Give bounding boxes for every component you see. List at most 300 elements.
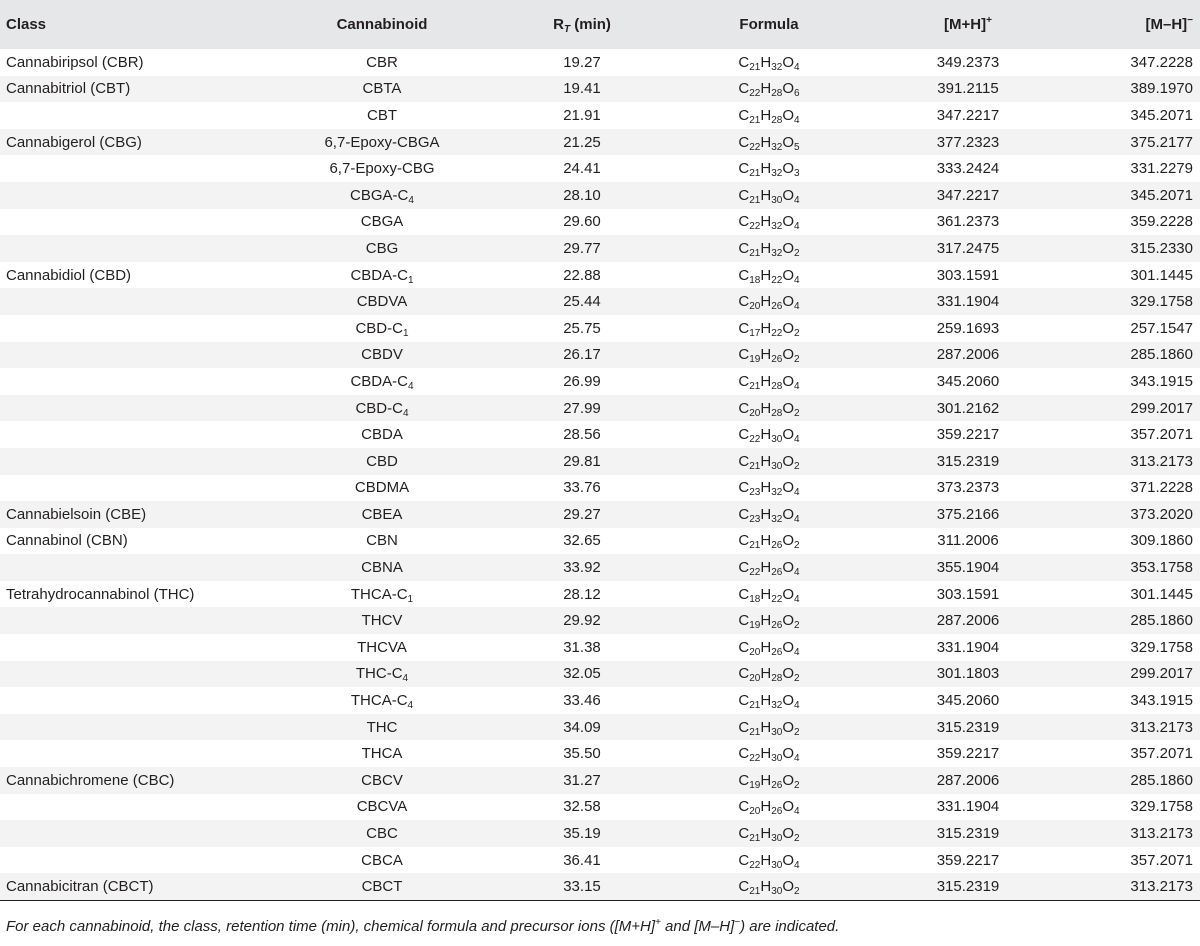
cell-cannabinoid xyxy=(260,767,504,794)
cell-m-minus-h: 359.2228 xyxy=(1130,213,1193,231)
cell-m-minus-h: 299.2017 xyxy=(1130,399,1193,417)
cell-class: Cannabicitran (CBCT) xyxy=(6,877,154,895)
cell-m-minus-h: 301.1445 xyxy=(1130,585,1193,603)
formula-count: 2 xyxy=(794,407,800,419)
table-row xyxy=(0,368,1200,395)
header-rt-sub: T xyxy=(563,24,571,35)
formula-element: H xyxy=(760,692,772,710)
formula-element: C xyxy=(738,798,750,816)
formula-count: 4 xyxy=(794,380,800,392)
cell-m-plus-h: 303.1591 xyxy=(936,585,1000,603)
cell-formula xyxy=(660,634,878,661)
cell-m-minus-h: 313.2173 xyxy=(1130,877,1193,895)
cell-m-plus-h: 315.2319 xyxy=(936,877,1000,895)
cell-m-plus-h: 287.2006 xyxy=(936,771,1000,789)
cell-retention-time: 36.41 xyxy=(563,851,601,869)
formula-element: C xyxy=(738,665,750,683)
cell-m-plus-h: 377.2323 xyxy=(936,133,1000,151)
formula-element: C xyxy=(738,559,750,577)
formula-count: 4 xyxy=(794,700,800,712)
cell-cannabinoid xyxy=(260,129,504,156)
formula-count: 28 xyxy=(771,88,783,100)
table-row xyxy=(0,661,1200,688)
cell-formula xyxy=(660,714,878,741)
formula-count: 21 xyxy=(749,460,761,472)
formula-count: 2 xyxy=(794,460,800,472)
cell-m-minus-h: 347.2228 xyxy=(1130,53,1193,71)
table-row xyxy=(0,235,1200,262)
cannabinoid-name: CBCV xyxy=(361,771,403,789)
cannabinoid-name: CBN xyxy=(366,532,398,550)
cannabinoid-name: 6,7-Epoxy-CBGA xyxy=(324,133,440,151)
formula-element: H xyxy=(760,452,772,470)
cell-formula xyxy=(660,794,878,821)
cell-m-plus-h: 359.2217 xyxy=(936,851,1000,869)
formula-element: O xyxy=(782,133,795,151)
cell-class xyxy=(0,661,260,688)
formula-count: 32 xyxy=(771,513,783,525)
formula-element: C xyxy=(738,825,750,843)
cannabinoid-name: CBD-C xyxy=(355,399,403,417)
formula-element: H xyxy=(760,825,772,843)
cell-m-minus-h: 301.1445 xyxy=(1130,266,1193,284)
cell-formula xyxy=(660,475,878,502)
cell-retention-time: 25.75 xyxy=(563,319,601,337)
cell-m-plus-h: 301.1803 xyxy=(936,665,1000,683)
formula-count: 30 xyxy=(771,833,783,845)
cell-formula xyxy=(660,687,878,714)
cell-m-plus-h: 287.2006 xyxy=(936,346,1000,364)
cell-m-plus-h: 331.1904 xyxy=(936,293,1000,311)
cell-formula xyxy=(660,129,878,156)
cell-cannabinoid xyxy=(260,288,504,315)
header-mm-main: [M–H] xyxy=(1145,16,1188,33)
table-row xyxy=(0,794,1200,821)
cell-class xyxy=(0,209,260,236)
cell-cannabinoid xyxy=(260,102,504,129)
formula-count: 4 xyxy=(794,513,800,525)
formula-element: C xyxy=(738,585,750,603)
formula-element: O xyxy=(782,213,795,231)
header-mh-main: [M+H] xyxy=(944,16,987,33)
cell-cannabinoid xyxy=(260,182,504,209)
cell-cannabinoid xyxy=(260,661,504,688)
cell-m-minus-h: 299.2017 xyxy=(1130,665,1193,683)
cell-cannabinoid xyxy=(260,209,504,236)
cell-m-minus-h: 343.1915 xyxy=(1130,372,1193,390)
cell-class xyxy=(0,182,260,209)
cell-m-minus-h: 313.2173 xyxy=(1130,452,1193,470)
formula-count: 20 xyxy=(749,806,761,818)
cell-retention-time: 27.99 xyxy=(563,399,601,417)
formula-element: H xyxy=(760,665,772,683)
formula-element: O xyxy=(782,186,795,204)
table-row xyxy=(0,554,1200,581)
formula-element: C xyxy=(738,372,750,390)
cell-retention-time: 29.60 xyxy=(563,213,601,231)
formula-count: 21 xyxy=(749,540,761,552)
table-row xyxy=(0,714,1200,741)
cell-m-plus-h: 373.2373 xyxy=(936,479,1000,497)
formula-count: 4 xyxy=(794,567,800,579)
cannabinoid-name: THC xyxy=(366,718,398,736)
cell-class xyxy=(0,395,260,422)
table-row xyxy=(0,740,1200,767)
formula-element: O xyxy=(782,319,795,337)
formula-count: 19 xyxy=(749,779,761,791)
cell-class xyxy=(0,368,260,395)
cell-formula xyxy=(660,820,878,847)
cell-cannabinoid xyxy=(260,421,504,448)
formula-element: H xyxy=(760,80,772,98)
table-row xyxy=(0,528,1200,555)
formula-element: C xyxy=(738,505,750,523)
formula-count: 22 xyxy=(749,753,761,765)
cell-m-plus-h: 315.2319 xyxy=(936,452,1000,470)
formula-count: 22 xyxy=(749,859,761,871)
formula-element: O xyxy=(782,825,795,843)
formula-element: H xyxy=(760,718,772,736)
cell-m-plus-h: 355.1904 xyxy=(936,559,1000,577)
formula-count: 30 xyxy=(771,726,783,738)
formula-element: H xyxy=(760,851,772,869)
formula-element: C xyxy=(738,426,750,444)
caption-post: ) are indicated. xyxy=(740,918,840,935)
formula-count: 20 xyxy=(749,301,761,313)
cell-m-minus-h: 371.2228 xyxy=(1130,479,1193,497)
formula-count: 22 xyxy=(749,567,761,579)
formula-element: H xyxy=(760,771,772,789)
cell-retention-time: 29.92 xyxy=(563,612,601,630)
cannabinoid-name: CBR xyxy=(366,53,398,71)
cannabinoid-subscript: 1 xyxy=(407,593,414,605)
cell-class xyxy=(0,342,260,369)
cannabinoid-subscript: 1 xyxy=(407,274,414,286)
formula-count: 32 xyxy=(771,487,783,499)
formula-count: 4 xyxy=(794,434,800,446)
table-row xyxy=(0,49,1200,76)
formula-element: O xyxy=(782,505,795,523)
cell-class xyxy=(0,634,260,661)
cell-formula xyxy=(660,102,878,129)
table-row xyxy=(0,448,1200,475)
formula-element: H xyxy=(760,399,772,417)
cell-m-minus-h: 313.2173 xyxy=(1130,825,1193,843)
formula-count: 20 xyxy=(749,407,761,419)
cannabinoid-name: CBD-C xyxy=(355,319,403,337)
cell-cannabinoid xyxy=(260,687,504,714)
cell-formula xyxy=(660,661,878,688)
cell-cannabinoid xyxy=(260,155,504,182)
formula-count: 2 xyxy=(794,673,800,685)
cell-retention-time: 31.27 xyxy=(563,771,601,789)
formula-count: 4 xyxy=(794,859,800,871)
formula-count: 4 xyxy=(794,487,800,499)
cell-m-minus-h: 345.2071 xyxy=(1130,186,1193,204)
formula-element: H xyxy=(760,532,772,550)
formula-count: 22 xyxy=(749,88,761,100)
cell-retention-time: 33.15 xyxy=(563,877,601,895)
formula-element: C xyxy=(738,532,750,550)
formula-count: 30 xyxy=(771,885,783,897)
formula-element: C xyxy=(738,239,750,257)
formula-count: 3 xyxy=(794,168,800,180)
cell-retention-time: 29.81 xyxy=(563,452,601,470)
cell-cannabinoid xyxy=(260,740,504,767)
formula-count: 30 xyxy=(771,859,783,871)
cell-formula xyxy=(660,528,878,555)
formula-element: O xyxy=(782,426,795,444)
cannabinoid-name: THC-C xyxy=(355,665,403,683)
formula-count: 28 xyxy=(771,114,783,126)
cell-class xyxy=(0,714,260,741)
cell-formula xyxy=(660,262,878,289)
cell-m-minus-h: 285.1860 xyxy=(1130,346,1193,364)
cell-cannabinoid xyxy=(260,634,504,661)
cell-retention-time: 25.44 xyxy=(563,293,601,311)
formula-count: 32 xyxy=(771,141,783,153)
table-row xyxy=(0,581,1200,608)
cell-formula xyxy=(660,767,878,794)
table-row xyxy=(0,76,1200,103)
formula-element: O xyxy=(782,638,795,656)
cell-m-plus-h: 317.2475 xyxy=(936,239,1000,257)
cell-m-plus-h: 331.1904 xyxy=(936,798,1000,816)
formula-count: 30 xyxy=(771,753,783,765)
cell-cannabinoid xyxy=(260,235,504,262)
caption-sup-plus: + xyxy=(655,917,661,928)
table-row xyxy=(0,634,1200,661)
formula-count: 4 xyxy=(794,301,800,313)
cell-m-plus-h: 303.1591 xyxy=(936,266,1000,284)
table-row xyxy=(0,209,1200,236)
cell-m-plus-h: 359.2217 xyxy=(936,745,1000,763)
formula-element: O xyxy=(782,160,795,178)
cannabinoid-subscript: 4 xyxy=(407,700,414,712)
formula-element: C xyxy=(738,877,750,895)
formula-element: C xyxy=(738,293,750,311)
cell-cannabinoid xyxy=(260,475,504,502)
formula-count: 21 xyxy=(749,61,761,73)
formula-element: H xyxy=(760,745,772,763)
formula-element: C xyxy=(738,851,750,869)
formula-element: C xyxy=(738,346,750,364)
cell-formula xyxy=(660,501,878,528)
cell-class: Cannabiripsol (CBR) xyxy=(6,53,144,71)
formula-count: 2 xyxy=(794,620,800,632)
cannabinoid-name: CBGA-C xyxy=(350,186,409,204)
cell-m-minus-h: 309.1860 xyxy=(1130,532,1193,550)
cell-m-minus-h: 329.1758 xyxy=(1130,638,1193,656)
cell-class: Cannabinol (CBN) xyxy=(6,532,128,550)
cannabinoid-name: CBCT xyxy=(361,877,403,895)
cell-retention-time: 26.99 xyxy=(563,372,601,390)
formula-element: O xyxy=(782,346,795,364)
formula-element: C xyxy=(738,399,750,417)
formula-element: H xyxy=(760,319,772,337)
cell-class xyxy=(0,448,260,475)
formula-count: 4 xyxy=(794,646,800,658)
formula-element: H xyxy=(760,559,772,577)
header-rt-unit: (min) xyxy=(570,16,611,33)
formula-element: C xyxy=(738,106,750,124)
cell-formula xyxy=(660,581,878,608)
formula-element: H xyxy=(760,106,772,124)
cell-m-minus-h: 329.1758 xyxy=(1130,293,1193,311)
table-row xyxy=(0,342,1200,369)
table-row xyxy=(0,155,1200,182)
cell-retention-time: 28.56 xyxy=(563,426,601,444)
formula-element: O xyxy=(782,80,795,98)
formula-count: 18 xyxy=(749,593,761,605)
formula-count: 32 xyxy=(771,700,783,712)
cell-class xyxy=(0,687,260,714)
header-m-plus-h xyxy=(878,0,1058,49)
cell-class xyxy=(0,847,260,874)
formula-element: H xyxy=(760,53,772,71)
cell-cannabinoid xyxy=(260,49,504,76)
formula-count: 22 xyxy=(749,434,761,446)
cell-m-minus-h: 313.2173 xyxy=(1130,718,1193,736)
formula-count: 28 xyxy=(771,407,783,419)
header-formula: Formula xyxy=(739,16,799,33)
table-caption xyxy=(6,918,839,935)
cannabinoid-subscript: 4 xyxy=(402,407,409,419)
cell-cannabinoid xyxy=(260,262,504,289)
formula-element: O xyxy=(782,559,795,577)
cell-m-plus-h: 375.2166 xyxy=(936,505,1000,523)
cell-formula xyxy=(660,155,878,182)
table-row xyxy=(0,767,1200,794)
cell-retention-time: 32.05 xyxy=(563,665,601,683)
formula-count: 20 xyxy=(749,673,761,685)
table-row xyxy=(0,873,1200,900)
formula-count: 17 xyxy=(749,327,761,339)
cell-retention-time: 35.50 xyxy=(563,745,601,763)
formula-count: 21 xyxy=(749,194,761,206)
formula-count: 23 xyxy=(749,513,761,525)
formula-count: 21 xyxy=(749,168,761,180)
table-row xyxy=(0,182,1200,209)
cell-formula xyxy=(660,288,878,315)
cannabinoid-name: CBDV xyxy=(361,346,403,364)
cell-retention-time: 32.65 xyxy=(563,532,601,550)
header-mm-sup: − xyxy=(1187,15,1193,26)
formula-element: C xyxy=(738,53,750,71)
cannabinoid-name: CBGA xyxy=(360,213,404,231)
cell-class xyxy=(0,554,260,581)
cell-retention-time: 19.41 xyxy=(563,80,601,98)
formula-count: 21 xyxy=(749,833,761,845)
formula-count: 21 xyxy=(749,380,761,392)
cell-formula xyxy=(660,315,878,342)
formula-element: C xyxy=(738,692,750,710)
formula-count: 26 xyxy=(771,540,783,552)
formula-count: 23 xyxy=(749,487,761,499)
header-class: Class xyxy=(6,16,47,33)
formula-count: 22 xyxy=(771,327,783,339)
formula-element: O xyxy=(782,239,795,257)
formula-count: 19 xyxy=(749,354,761,366)
formula-element: H xyxy=(760,239,772,257)
cell-m-plus-h: 349.2373 xyxy=(936,53,1000,71)
formula-element: H xyxy=(760,877,772,895)
cell-m-plus-h: 345.2060 xyxy=(936,692,1000,710)
cell-formula xyxy=(660,740,878,767)
cell-class: Cannabielsoin (CBE) xyxy=(6,505,147,523)
cell-m-minus-h: 257.1547 xyxy=(1130,319,1193,337)
header-m-minus-h xyxy=(1058,0,1200,49)
cell-cannabinoid xyxy=(260,714,504,741)
formula-element: O xyxy=(782,372,795,390)
cell-formula xyxy=(660,847,878,874)
cannabinoid-name: CBDA xyxy=(361,426,403,444)
formula-element: H xyxy=(760,426,772,444)
formula-count: 4 xyxy=(794,753,800,765)
formula-count: 4 xyxy=(794,593,800,605)
formula-count: 28 xyxy=(771,380,783,392)
cell-class xyxy=(0,155,260,182)
formula-count: 6 xyxy=(794,88,800,100)
formula-element: O xyxy=(782,452,795,470)
formula-count: 22 xyxy=(771,593,783,605)
cell-m-minus-h: 375.2177 xyxy=(1130,133,1193,151)
formula-count: 30 xyxy=(771,460,783,472)
cell-m-plus-h: 259.1693 xyxy=(936,319,1000,337)
formula-element: C xyxy=(738,160,750,178)
formula-count: 2 xyxy=(794,327,800,339)
formula-element: H xyxy=(760,798,772,816)
table-row xyxy=(0,820,1200,847)
cell-class xyxy=(0,794,260,821)
header-cannabinoid: Cannabinoid xyxy=(336,16,428,33)
cell-m-minus-h: 353.1758 xyxy=(1130,559,1193,577)
formula-count: 4 xyxy=(794,61,800,73)
formula-element: O xyxy=(782,399,795,417)
table-row xyxy=(0,607,1200,634)
formula-element: H xyxy=(760,346,772,364)
formula-element: O xyxy=(782,106,795,124)
cell-retention-time: 26.17 xyxy=(563,346,601,364)
formula-element: O xyxy=(782,585,795,603)
formula-element: C xyxy=(738,186,750,204)
cell-cannabinoid xyxy=(260,847,504,874)
cannabinoid-name: CBDVA xyxy=(356,293,408,311)
cannabinoid-name: CBDA-C xyxy=(350,372,408,390)
formula-count: 26 xyxy=(771,567,783,579)
cannabinoid-subscript: 4 xyxy=(402,673,409,685)
cell-m-minus-h: 329.1758 xyxy=(1130,798,1193,816)
cell-class xyxy=(0,475,260,502)
header-mh-sup: + xyxy=(986,15,992,26)
formula-count: 20 xyxy=(749,646,761,658)
formula-count: 22 xyxy=(771,274,783,286)
cell-m-plus-h: 287.2006 xyxy=(936,612,1000,630)
table-row xyxy=(0,847,1200,874)
cell-formula xyxy=(660,421,878,448)
formula-count: 2 xyxy=(794,540,800,552)
table-body xyxy=(0,49,1200,900)
cell-retention-time: 33.46 xyxy=(563,692,601,710)
formula-count: 4 xyxy=(794,274,800,286)
cell-m-minus-h: 315.2330 xyxy=(1130,239,1193,257)
cell-cannabinoid xyxy=(260,794,504,821)
formula-count: 21 xyxy=(749,726,761,738)
cannabinoid-name: CBEA xyxy=(361,505,403,523)
formula-element: H xyxy=(760,585,772,603)
cell-retention-time: 33.76 xyxy=(563,479,601,497)
cell-cannabinoid xyxy=(260,528,504,555)
